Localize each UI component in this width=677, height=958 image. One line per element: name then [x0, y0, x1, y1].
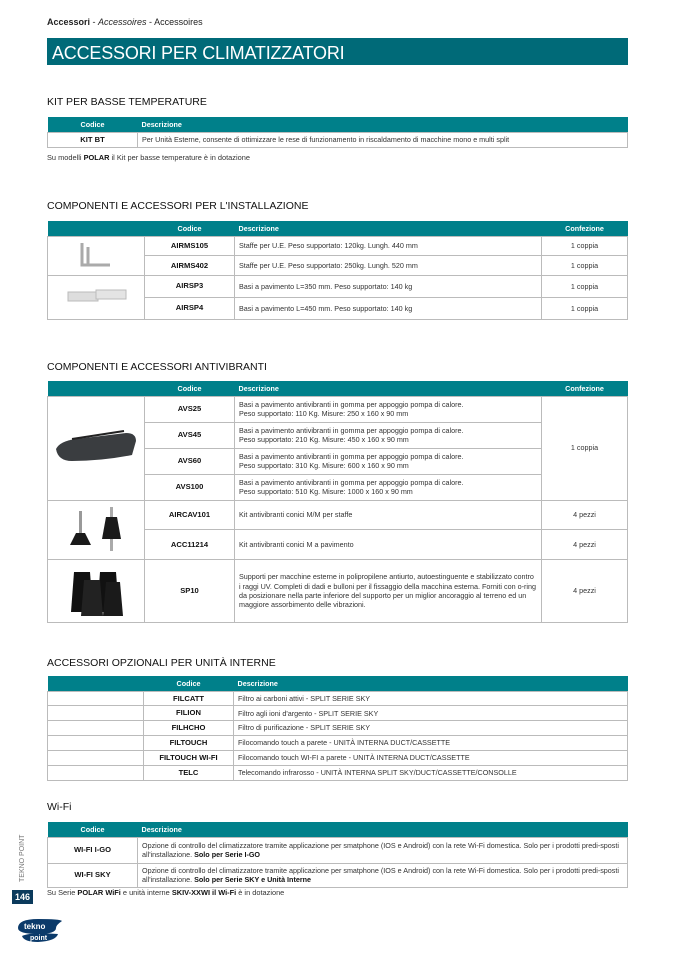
code-cell: FILHCHO — [144, 721, 234, 736]
table-row — [48, 837, 628, 863]
code-cell: AVS45 — [145, 422, 235, 448]
bracket-image — [48, 236, 145, 275]
wifi-table — [47, 822, 628, 888]
code-cell: AIRCAV101 — [145, 500, 235, 530]
note-text: il Kit per basse temperature è in dotazione — [109, 153, 250, 162]
kit-note — [47, 153, 250, 162]
table-row — [48, 736, 628, 751]
pack-cell: 1 coppia — [542, 236, 628, 256]
desc-line: Peso supportato: 110 Kg. Misure: 250 x 160 x 90 mm — [239, 409, 409, 418]
page-number: 146 — [12, 890, 33, 904]
col-image — [48, 221, 145, 236]
crumb-sep: - — [146, 17, 155, 27]
table-row — [48, 559, 628, 622]
col-pack: Confezione — [542, 221, 628, 236]
note-text: Su modelli — [47, 153, 84, 162]
pack-cell: 4 pezzi — [542, 530, 628, 560]
desc-cell: Filocomando touch WI-FI a parete - UNITÀ INTERNA DUCT/CASSETTE — [234, 750, 628, 765]
note-text: e unità interne — [120, 888, 172, 897]
install-table — [47, 221, 628, 320]
indoor-table — [47, 676, 628, 781]
antivibration-table — [47, 381, 628, 623]
tekno-point-logo — [14, 916, 64, 944]
table-row — [48, 706, 628, 721]
desc-cell: Filtro agli ioni d'argento - SPLIT SERIE SKY — [234, 706, 628, 721]
col-desc: Descrizione — [234, 676, 628, 691]
desc-cell: Telecomando infrarosso - UNITÀ INTERNA SPLIT SKY/DUCT/CASSETTE/CONSOLLE — [234, 765, 628, 780]
desc-cell — [138, 837, 628, 863]
desc-line: Peso supportato: 210 Kg. Misure: 450 x 160 x 90 mm — [239, 435, 409, 444]
desc-text: Opzione di controllo del climatizzatore tramite applicazione per smatphone (IOS e Android) con la rete Wi-Fi domestica. Solo per i prodotti predi-sposti all'installazione. — [142, 865, 619, 884]
col-code: Codice — [144, 676, 234, 691]
empty-cell — [48, 721, 144, 736]
desc-cell: Kit antivibranti conici M a pavimento — [235, 530, 542, 560]
empty-cell — [48, 706, 144, 721]
pack-cell: 1 coppia — [542, 256, 628, 276]
desc-cell: Kit antivibranti conici M/M per staffe — [235, 500, 542, 530]
table-row — [48, 236, 628, 256]
svg-text:tekno: tekno — [24, 922, 46, 931]
desc-line: Basi a pavimento antivibranti in gomma per appoggio pompa di calore. — [239, 425, 464, 435]
note-bold: SKIV-XXWI il Wi-Fi — [171, 888, 237, 897]
empty-cell — [48, 691, 144, 706]
section-heading-antivibration: COMPONENTI E ACCESSORI ANTIVIBRANTI — [47, 361, 267, 373]
section-heading-install: COMPONENTI E ACCESSORI PER L'INSTALLAZIONE — [47, 200, 309, 212]
desc-bold: Solo per Serie I-GO — [194, 850, 261, 859]
pack-cell: 4 pezzi — [542, 559, 628, 622]
desc-bold: Solo per Serie SKY e Unità Interne — [194, 875, 312, 884]
crumb-en: Accessoires — [154, 17, 203, 27]
code-cell: FILTOUCH — [144, 736, 234, 751]
table-row — [48, 721, 628, 736]
desc-cell: Filtro di purificazione - SPLIT SERIE SKY — [234, 721, 628, 736]
table-row — [48, 750, 628, 765]
note-bold: POLAR — [83, 153, 110, 162]
desc-line: Peso supportato: 310 Kg. Misure: 600 x 160 x 90 mm — [239, 461, 409, 470]
col-desc: Descrizione — [138, 822, 628, 837]
conical-damper-image — [48, 500, 145, 559]
rubber-base-image — [48, 396, 145, 500]
desc-cell: Staffe per U.E. Peso supportato: 120kg. Lungh. 440 mm — [235, 236, 542, 256]
crumb-fr: Accessoires — [98, 17, 147, 27]
desc-cell — [235, 474, 542, 500]
side-label: TEKNO POINT — [19, 834, 26, 882]
wifi-note — [47, 888, 284, 897]
breadcrumb — [47, 17, 203, 27]
code-cell: KIT BT — [48, 132, 138, 147]
desc-cell: Basi a pavimento L=450 mm. Peso supportato: 140 kg — [235, 297, 542, 319]
table-row — [48, 500, 628, 530]
code-cell: WI-FI SKY — [48, 863, 138, 887]
note-text: è in dotazione — [236, 888, 285, 897]
col-desc: Descrizione — [138, 117, 628, 132]
desc-cell: Per Unità Esterne, consente di ottimizzare le rese di funzionamento in riscaldamento di macchine mono e multi split — [138, 132, 628, 147]
code-cell: AVS100 — [145, 474, 235, 500]
desc-cell: Filocomando touch a parete - UNITÀ INTERNA DUCT/CASSETTE — [234, 736, 628, 751]
section-heading-kit: KIT PER BASSE TEMPERATURE — [47, 96, 207, 108]
crumb-it: Accessori — [47, 17, 91, 27]
desc-line: Peso supportato: 510 Kg. Misure: 1000 x 160 x 90 mm — [239, 487, 413, 496]
svg-text:point: point — [30, 935, 48, 942]
crumb-sep: - — [90, 17, 99, 27]
note-text: Su Serie — [47, 888, 78, 897]
support-feet-image — [48, 559, 145, 622]
note-bold: POLAR WiFi — [77, 888, 121, 897]
floor-base-image — [48, 275, 145, 319]
code-cell: AVS60 — [145, 448, 235, 474]
desc-cell: Basi a pavimento L=350 mm. Peso supportato: 140 kg — [235, 275, 542, 297]
code-cell: AVS25 — [145, 396, 235, 422]
col-code: Codice — [48, 117, 138, 132]
page-title: ACCESSORI PER CLIMATIZZATORI — [47, 38, 628, 65]
col-pack: Confezione — [542, 381, 628, 396]
pack-cell: 4 pezzi — [542, 500, 628, 530]
desc-cell — [235, 448, 542, 474]
col-desc: Descrizione — [235, 381, 542, 396]
code-cell: WI-FI I-GO — [48, 837, 138, 863]
desc-line: Basi a pavimento antivibranti in gomma per appoggio pompa di calore. — [239, 399, 464, 409]
col-code: Codice — [145, 381, 235, 396]
pack-cell: 1 coppia — [542, 275, 628, 297]
section-heading-wifi: Wi-Fi — [47, 801, 72, 813]
code-cell: SP10 — [145, 559, 235, 622]
pack-cell: 1 coppia — [542, 297, 628, 319]
table-row — [48, 275, 628, 297]
pack-cell: 1 coppia — [542, 396, 628, 500]
desc-cell: Staffe per U.E. Peso supportato: 250kg. Lungh. 520 mm — [235, 256, 542, 276]
col-image — [48, 676, 144, 691]
empty-cell — [48, 736, 144, 751]
code-cell: FILION — [144, 706, 234, 721]
table-row — [48, 691, 628, 706]
desc-line: Basi a pavimento antivibranti in gomma per appoggio pompa di calore. — [239, 477, 464, 487]
table-row — [48, 863, 628, 887]
desc-cell — [138, 863, 628, 887]
col-code: Codice — [145, 221, 235, 236]
code-cell: AIRSP3 — [145, 275, 235, 297]
col-code: Codice — [48, 822, 138, 837]
desc-cell: Filtro ai carboni attivi - SPLIT SERIE SKY — [234, 691, 628, 706]
code-cell: FILCATT — [144, 691, 234, 706]
code-cell: ACC11214 — [145, 530, 235, 560]
code-cell: AIRSP4 — [145, 297, 235, 319]
desc-cell: Supporti per macchine esterne in polipropilene antiurto, autoestinguente e stabilizzato contro i raggi UV. Completi di dadi e bulloni per il fissaggio della macchina esterna. Forniti con o-ring da posizionare nella parte inferiore del supporto per un miglior ancoraggio al terreno ed un maggiore assorbimento delle vibrazioni. — [235, 559, 542, 622]
empty-cell — [48, 750, 144, 765]
desc-cell — [235, 396, 542, 422]
desc-line: Basi a pavimento antivibranti in gomma per appoggio pompa di calore. — [239, 451, 464, 461]
table-row — [48, 132, 628, 147]
code-cell: FILTOUCH WI-FI — [144, 750, 234, 765]
code-cell: AIRMS402 — [145, 256, 235, 276]
kit-table — [47, 117, 628, 148]
col-image — [48, 381, 145, 396]
desc-cell — [235, 422, 542, 448]
desc-text: Opzione di controllo del climatizzatore tramite applicazione per smatphone (IOS e Android) con la rete Wi-Fi domestica. Solo per i prodotti predi-sposti all'installazione. — [142, 840, 619, 859]
table-row — [48, 396, 628, 422]
code-cell: TELC — [144, 765, 234, 780]
col-desc: Descrizione — [235, 221, 542, 236]
table-row — [48, 765, 628, 780]
empty-cell — [48, 765, 144, 780]
code-cell: AIRMS105 — [145, 236, 235, 256]
section-heading-indoor: ACCESSORI OPZIONALI PER UNITÀ INTERNE — [47, 657, 276, 669]
